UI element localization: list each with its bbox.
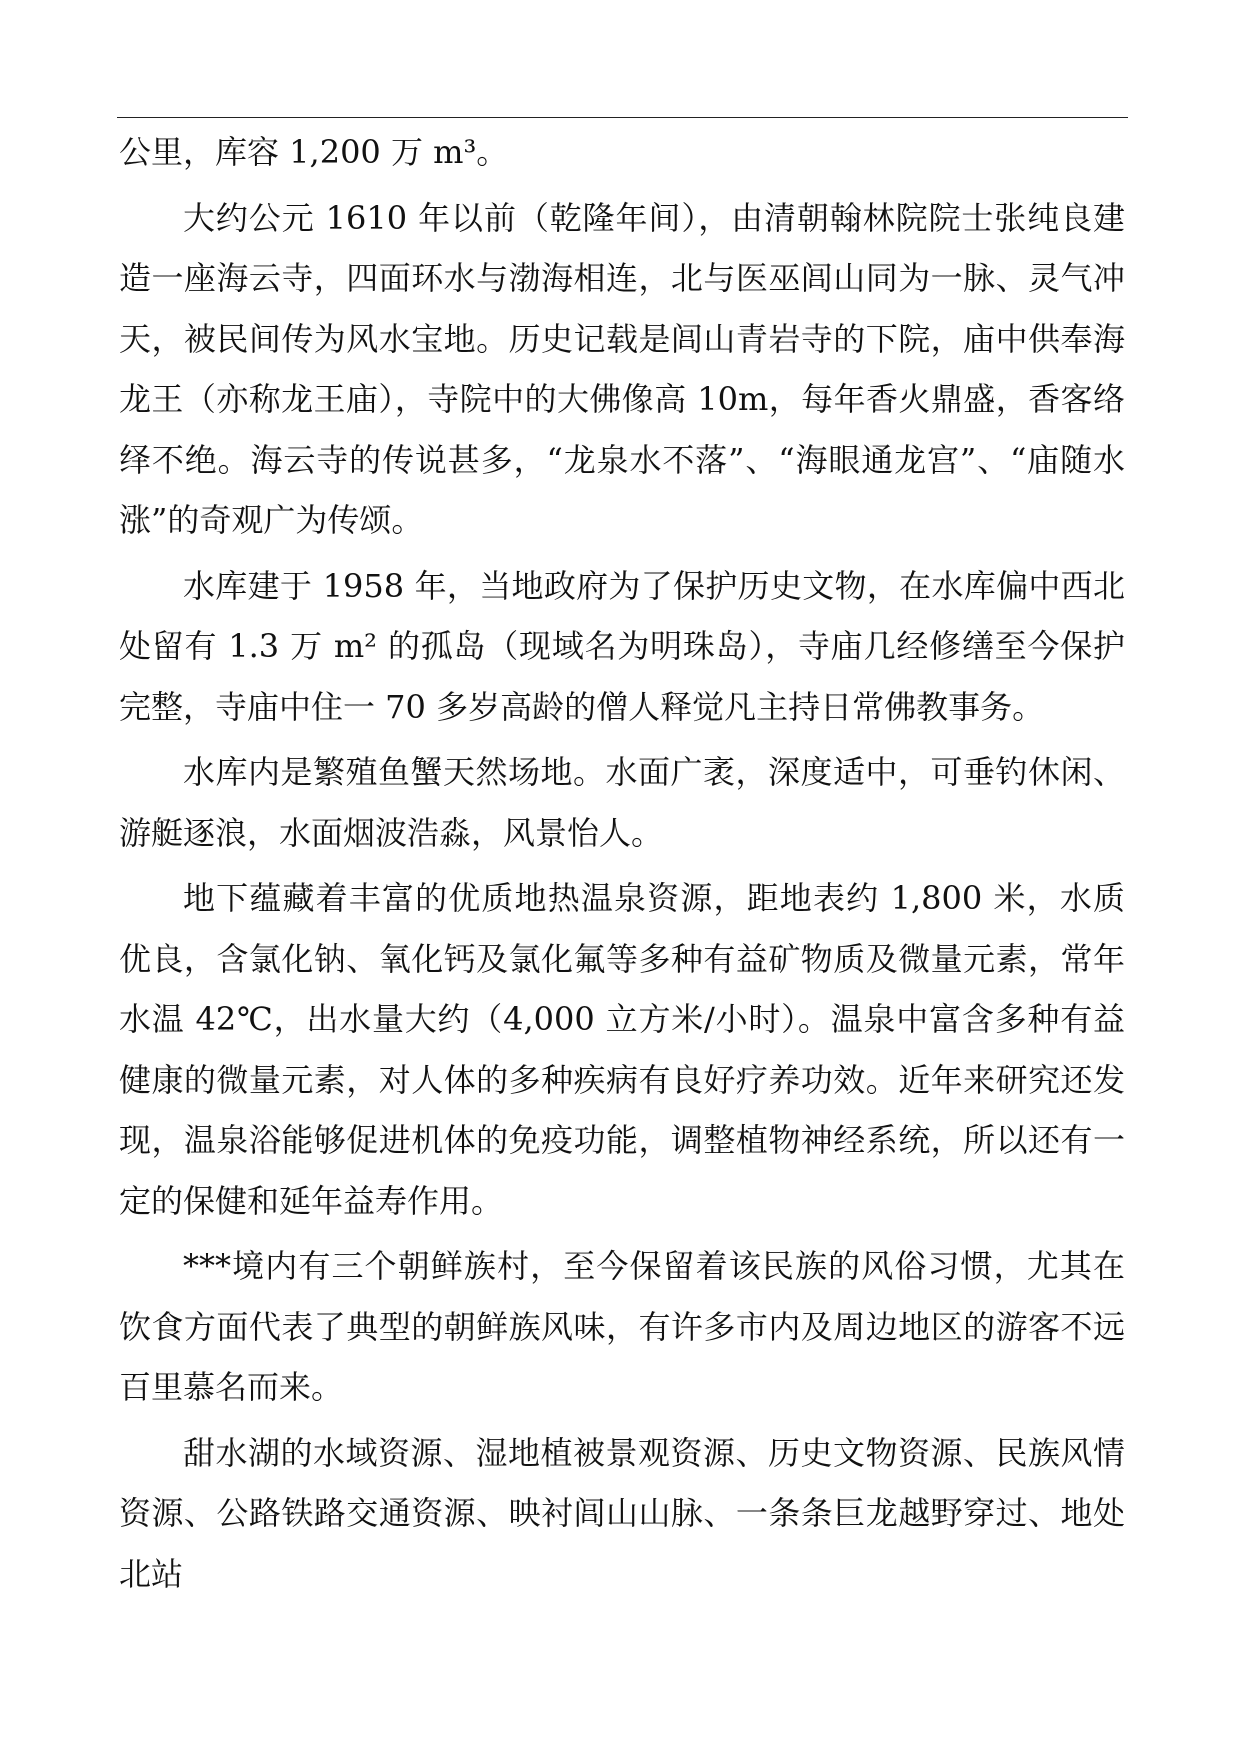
paragraph-hot-spring: 地下蕴藏着丰富的优质地热温泉资源，距地表约 1,800 米，水质优良，含氯化钠、氧化钙及氯化氟等多种有益矿物质及微量元素，常年水温 42℃，出水量大约（4,000 立方米/小时）。温泉中富含多种有益健康的微量元素，对人体的多种疾病有良好疗养功效。近年来研究还发现，温泉浴能够促进机体的免疫功能，调整植物神经系统，所以还有一定的保健和延年益寿作用。	[119, 879, 1125, 1220]
paragraph-fishery: 水库内是繁殖鱼蟹天然场地。水面广袤，深度适中，可垂钓休闲、游艇逐浪，水面烟波浩淼，风景怡人。	[119, 753, 1125, 852]
document-body	[119, 122, 1125, 1609]
paragraph-continuation: 公里，库容 1,200 万 m³。	[119, 133, 509, 171]
paragraph-tianshui-lake: 甜水湖的水域资源、湿地植被景观资源、历史文物资源、民族风情资源、公路铁路交通资源、映衬闾山山脉、一条条巨龙越野穿过、地处北站	[119, 1433, 1125, 1593]
header-rule	[117, 117, 1128, 118]
paragraph-haiyun-temple: 大约公元 1610 年以前（乾隆年间），由清朝翰林院院士张纯良建造一座海云寺，四面环水与渤海相连，北与医巫闾山同为一脉、灵气冲天，被民间传为风水宝地。历史记载是闾山青岩寺的下院，庙中供奉海龙王（亦称龙王庙），寺院中的大佛像高 10m，每年香火鼎盛，香客络绎不绝。海云寺的传说甚多，“龙泉水不落”、“海眼通龙宫”、“庙随水涨”的奇观广为传颂。	[119, 198, 1125, 539]
paragraph-korean-villages: ***境内有三个朝鲜族村，至今保留着该民族的风俗习惯，尤其在饮食方面代表了典型的朝鲜族风味，有许多市内及周边地区的游客不远百里慕名而来。	[119, 1247, 1125, 1406]
paragraph-reservoir-island: 水库建于 1958 年，当地政府为了保护历史文物，在水库偏中西北处留有 1.3 万 m² 的孤岛（现域名为明珠岛），寺庙几经修缮至今保护完整，寺庙中住一 70 多岁高龄的僧人释觉凡主持日常佛教事务。	[119, 566, 1125, 726]
